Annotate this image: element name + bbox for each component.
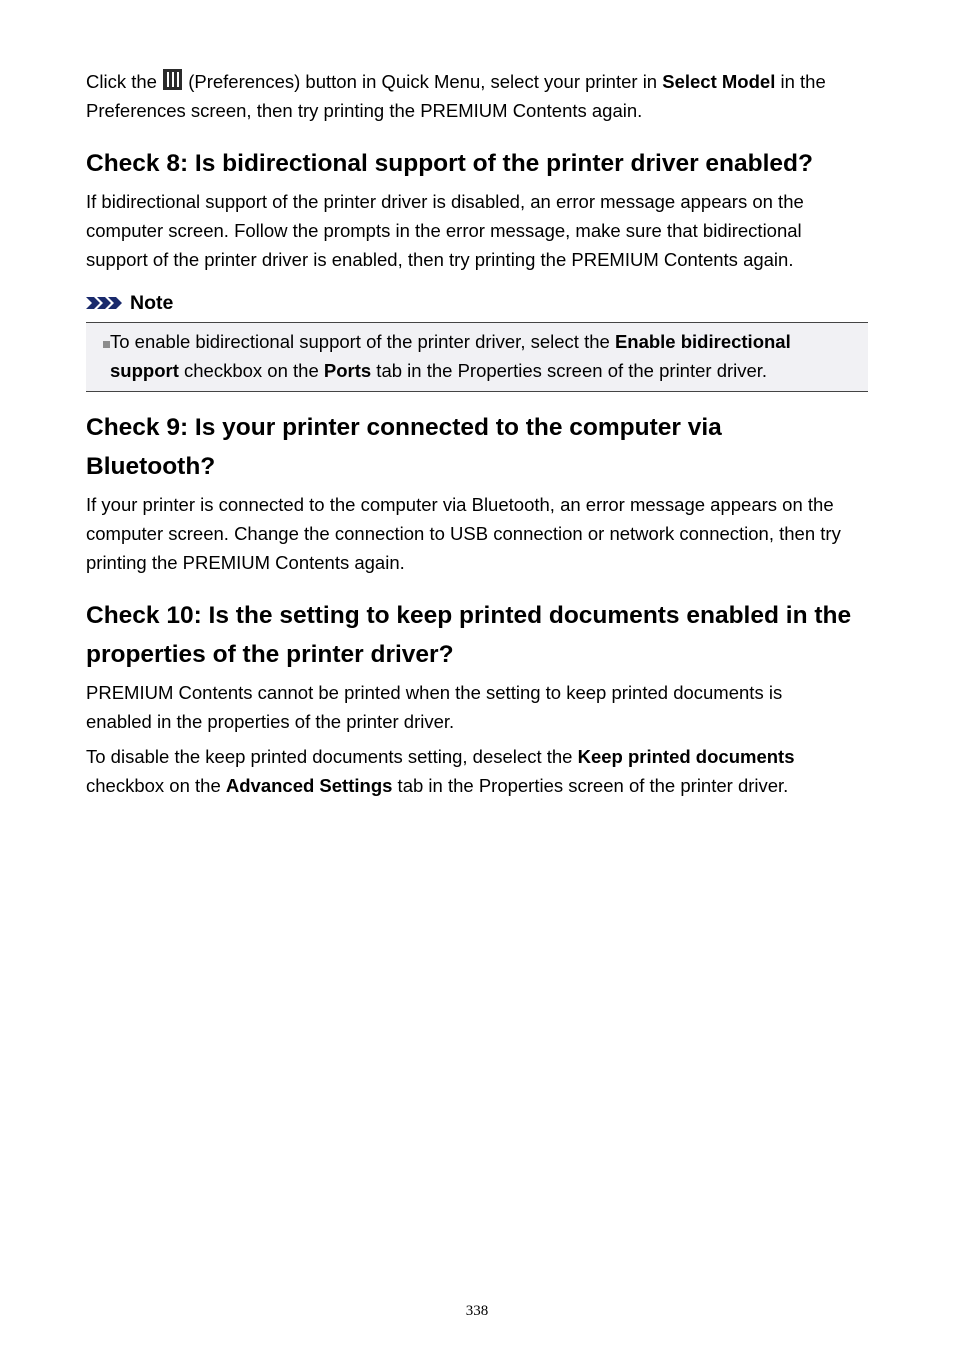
intro-text: (Preferences) button in Quick Menu, select your printer in bbox=[183, 71, 663, 92]
check10-instructions: To disable the keep printed documents setting, deselect the Keep printed documents checkbox on the Advanced Settings tab in the Properties screen of the printer driver. bbox=[86, 746, 795, 796]
note-section bbox=[86, 292, 868, 392]
ports-term: Ports bbox=[323, 360, 372, 381]
check10-heading: Check 10: Is the setting to keep printed documents enabled in the properties of the printer driver? bbox=[86, 602, 852, 668]
select-model-term: Select Model bbox=[662, 71, 776, 92]
note-label: Note bbox=[130, 291, 174, 314]
note-arrows-icon bbox=[86, 294, 126, 312]
intro-paragraph bbox=[86, 67, 868, 125]
check8-body: If bidirectional support of the printer driver is disabled, an error message appears on the computer screen. Follow the prompts in the error message, make sure that bidirectional support of the printer driver is enabled, then try printing the PREMIUM Contents again. bbox=[86, 191, 804, 270]
advanced-settings-term: Advanced Settings bbox=[225, 775, 393, 796]
page-number: 338 bbox=[465, 1303, 489, 1319]
note-header bbox=[86, 292, 868, 314]
check9-heading: Check 9: Is your printer connected to the computer via Bluetooth? bbox=[86, 414, 722, 480]
check9-body: If your printer is connected to the computer via Bluetooth, an error message appears on the computer screen. Change the connection to USB connection or network connection, then try printing the PREMIUM Contents again. bbox=[86, 494, 841, 573]
keep-printed-documents-term: Keep printed documents bbox=[577, 746, 795, 767]
preferences-icon bbox=[163, 69, 182, 90]
enable-bidirectional-term: Enable bidirectional support bbox=[110, 331, 791, 381]
note-text: To enable bidirectional support of the printer driver, select the Enable bidirectional support checkbox on the Ports tab in the Properties screen of the printer driver. bbox=[110, 331, 791, 381]
check8-heading: Check 8: Is bidirectional support of the printer driver enabled? bbox=[86, 150, 813, 177]
check10-body: PREMIUM Contents cannot be printed when the setting to keep printed documents is enabled in the properties of the printer driver. bbox=[86, 682, 783, 732]
bullet-icon bbox=[103, 341, 110, 348]
note-box bbox=[86, 322, 868, 392]
intro-text: Click the bbox=[86, 71, 163, 92]
intro-text: in the Preferences screen, then try printing the PREMIUM Contents again. bbox=[86, 71, 826, 121]
